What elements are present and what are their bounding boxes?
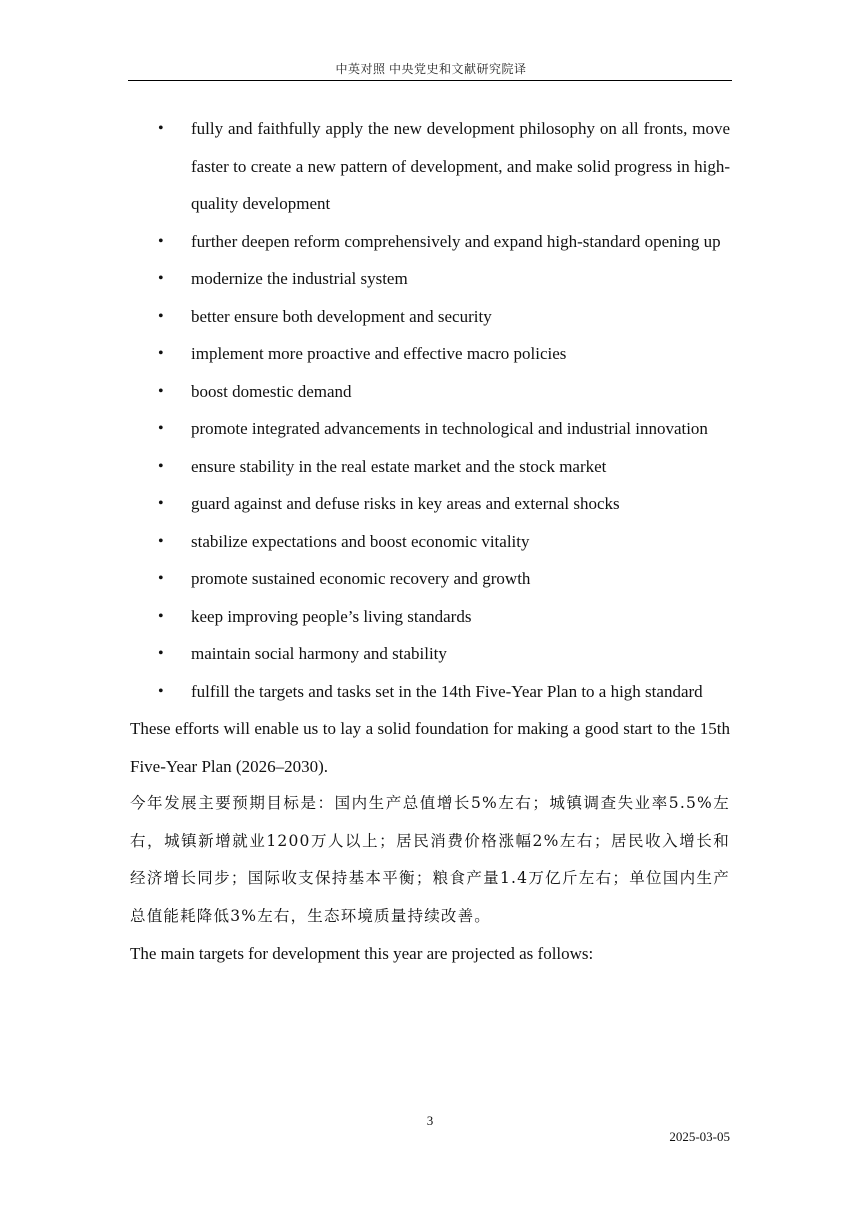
bullet-item	[130, 298, 730, 336]
bullet-icon: •	[158, 382, 164, 400]
bullet-icon: •	[158, 607, 164, 625]
targets-paragraph-english: The main targets for development this year are projected as follows:	[130, 944, 594, 963]
bullet-icon: •	[158, 682, 164, 700]
bullet-text: boost domestic demand	[191, 381, 352, 401]
bullet-item	[130, 260, 730, 298]
bullet-text: promote integrated advancements in technological and industrial innovation	[191, 419, 708, 438]
page-date: 2025-03-05	[669, 1129, 730, 1144]
page-header: 中英对照 中央党史和文献研究院译	[335, 62, 527, 76]
bullet-text: promote sustained economic recovery and growth	[191, 569, 531, 588]
bullet-icon: •	[158, 307, 164, 325]
targets-paragraph-chinese: 今年发展主要预期目标是：国内生产总值增长5%左右；城镇调查失业率5.5%左右，城镇新增就业1200万人以上；居民消费价格涨幅2%左右；居民收入增长和经济增长同步；国际收支保持基本平衡；粮食产量1.4万亿斤左右；单位国内生产总值能耗降低3%左右，生态环境质量持续改善。	[130, 794, 730, 925]
bullet-text: keep improving people’s living standards	[191, 606, 472, 626]
bullet-item	[130, 673, 730, 711]
bullet-icon: •	[158, 495, 164, 512]
bullet-text: ensure stability in the real estate market and the stock market	[191, 456, 607, 476]
bullet-item	[130, 335, 730, 373]
bullet-item	[130, 448, 730, 486]
bullet-icon: •	[158, 457, 164, 475]
bullet-icon: •	[158, 570, 164, 587]
bullet-text: maintain social harmony and stability	[191, 644, 447, 663]
bullet-text: implement more proactive and effective macro policies	[191, 344, 567, 363]
bullet-item	[130, 410, 730, 448]
page-content	[130, 110, 730, 973]
bullet-item	[130, 223, 730, 261]
bullet-text: fulfill the targets and tasks set in the 14th Five-Year Plan to a high standard	[191, 681, 703, 701]
bullet-item	[130, 523, 730, 561]
bullet-item	[130, 110, 730, 223]
bullet-text: modernize the industrial system	[191, 269, 408, 288]
bullet-item	[130, 635, 730, 673]
bullet-icon: •	[158, 532, 164, 550]
bullet-icon: •	[158, 420, 164, 437]
bullet-text: better ensure both development and security	[191, 306, 492, 326]
bullet-text: further deepen reform comprehensively and expand high-standard opening up	[191, 231, 721, 251]
foundation-paragraph: These efforts will enable us to lay a solid foundation for making a good start to the 15th Five-Year Plan (2026–2030).	[130, 719, 730, 776]
bullet-item	[130, 485, 730, 523]
page-number: 3	[426, 1113, 434, 1128]
bullet-icon: •	[158, 120, 164, 137]
header-rule	[128, 80, 732, 81]
bullet-text: fully and faithfully apply the new development philosophy on all fronts, move faster to create a new pattern of development, and make solid progress in high-quality development	[191, 119, 730, 213]
bullet-icon: •	[158, 645, 164, 662]
bullet-icon: •	[158, 270, 164, 287]
bullet-icon: •	[158, 345, 164, 362]
bullet-item	[130, 373, 730, 411]
bullet-list	[130, 110, 730, 710]
bullet-text: guard against and defuse risks in key areas and external shocks	[191, 494, 620, 513]
bullet-text: stabilize expectations and boost economic vitality	[191, 531, 530, 551]
bullet-item	[130, 598, 730, 636]
bullet-item	[130, 560, 730, 598]
bullet-icon: •	[158, 232, 164, 250]
